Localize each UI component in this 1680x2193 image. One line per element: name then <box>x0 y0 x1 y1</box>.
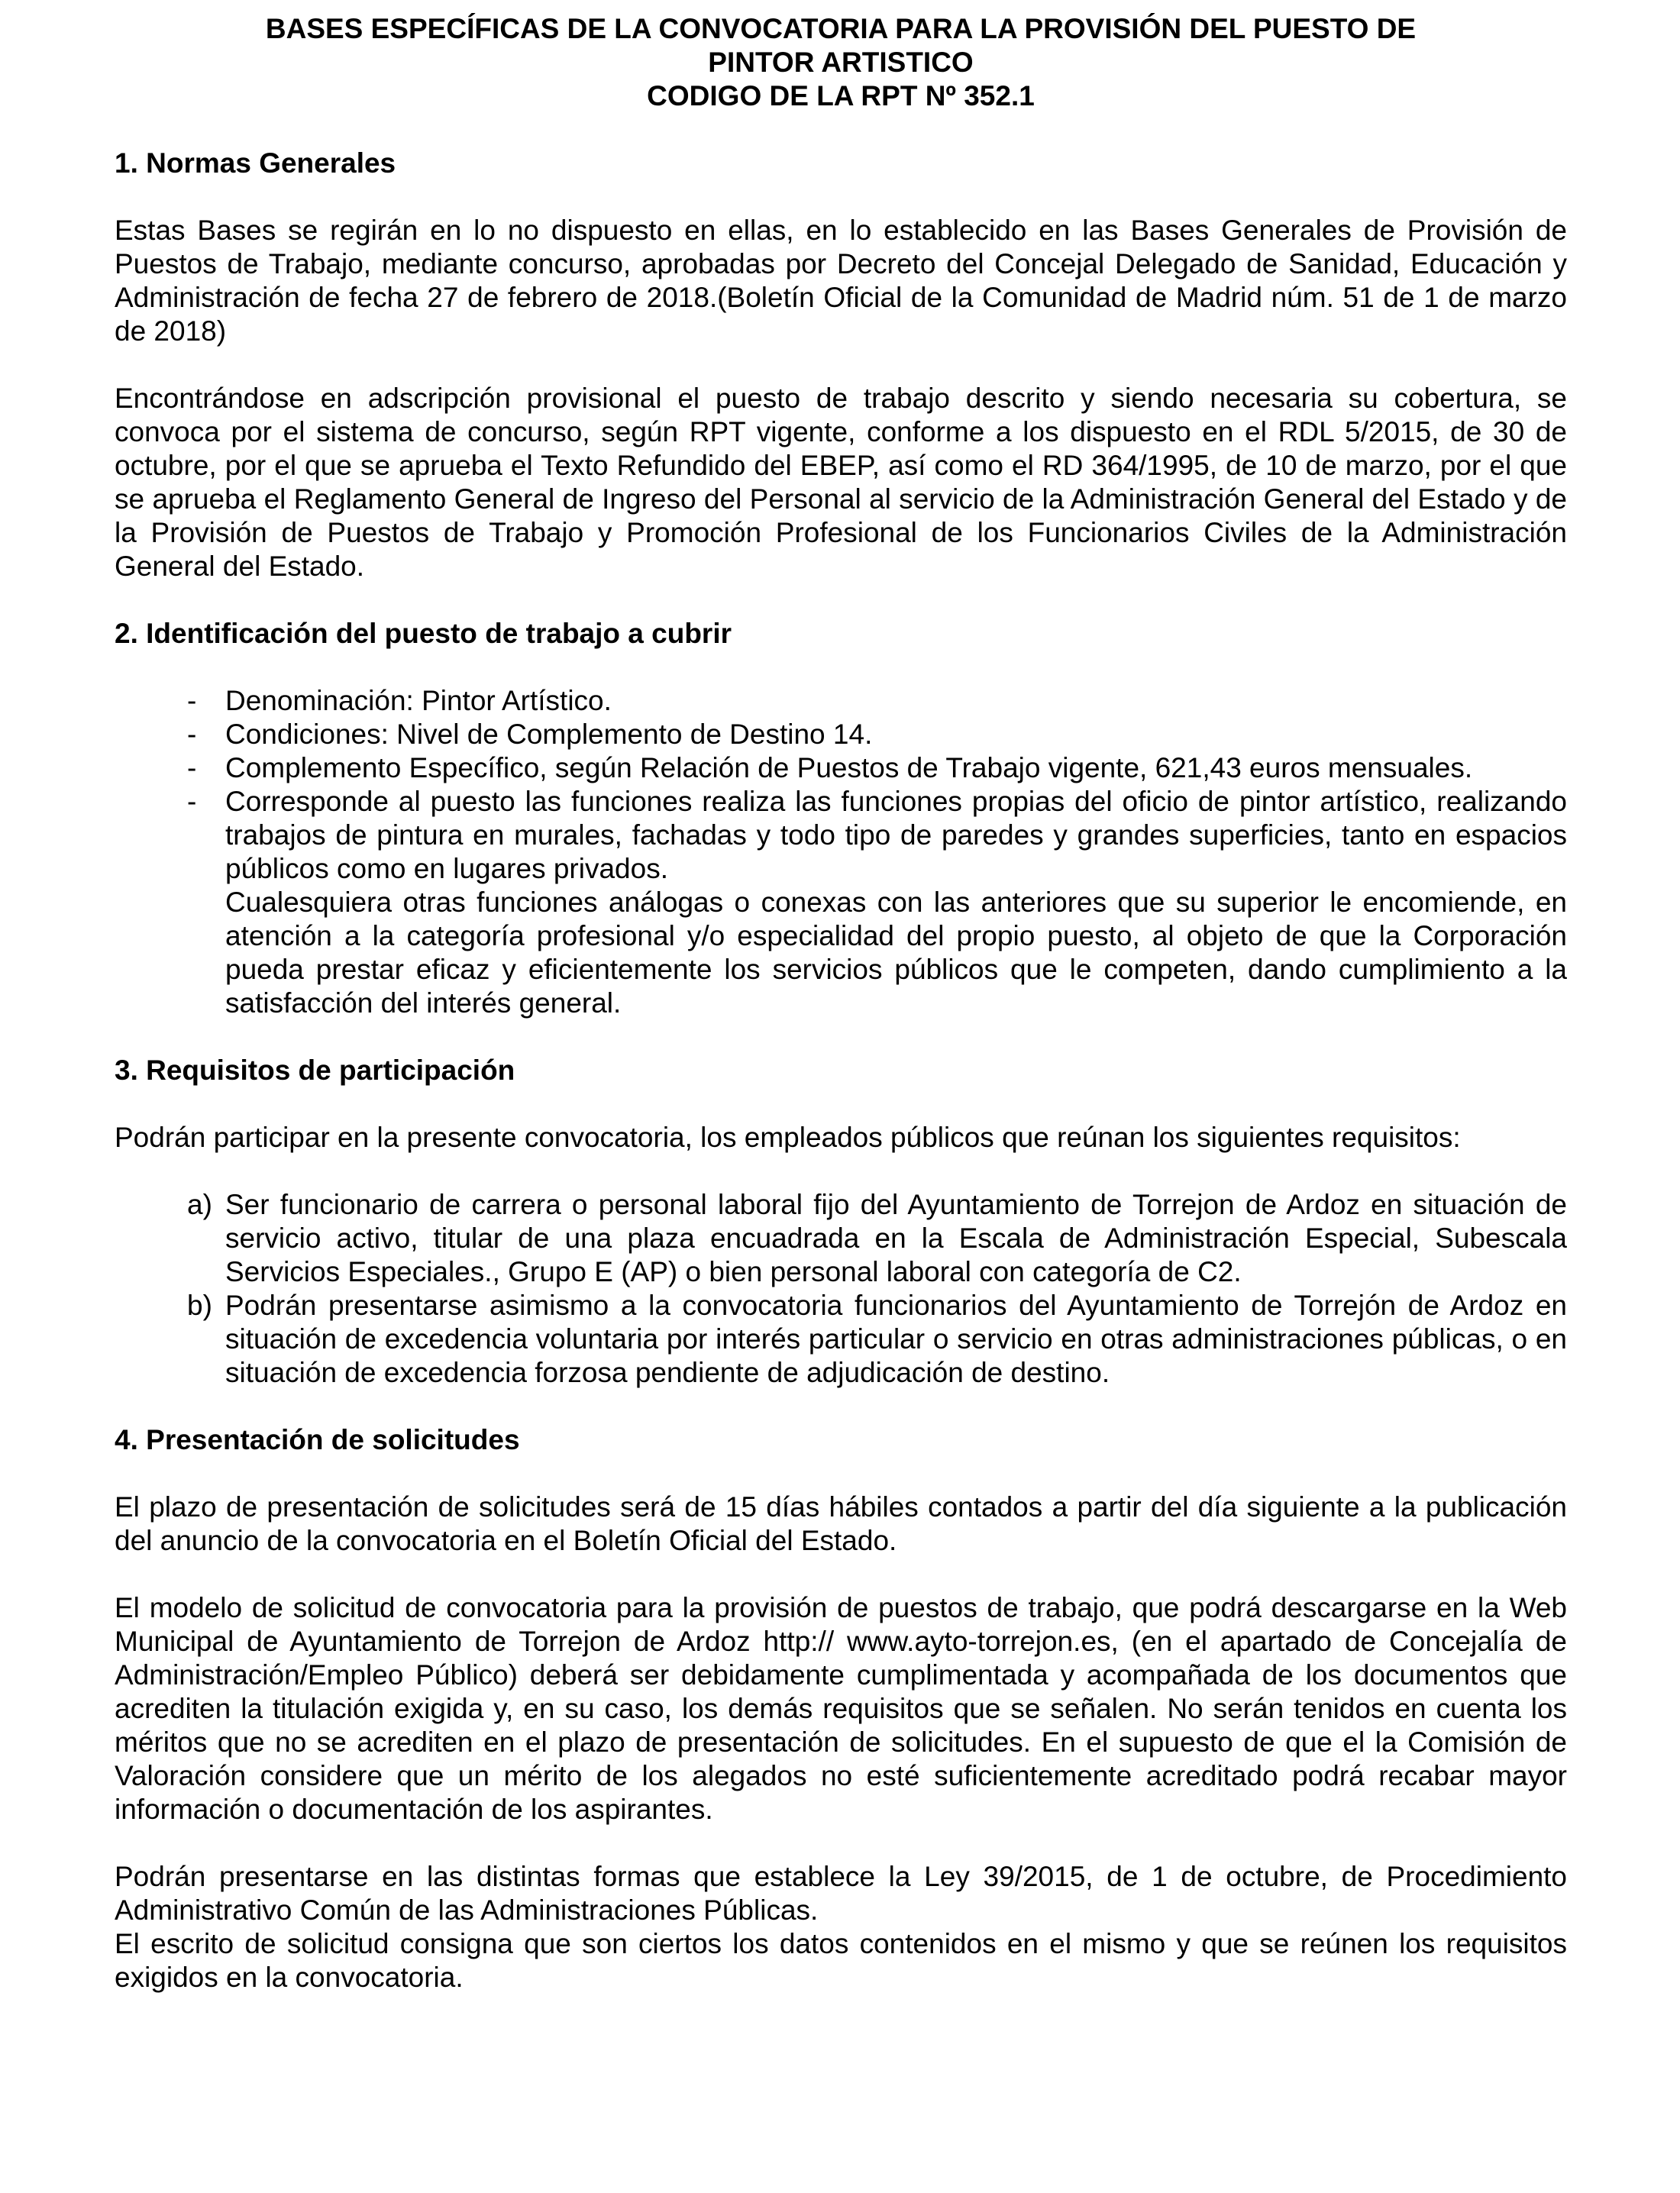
section-2-heading: 2. Identificación del puesto de trabajo a cubrir <box>115 618 732 649</box>
list-marker: - <box>187 719 197 750</box>
list-item-text: Podrán presentarse asimismo a la convocatoria funcionarios del Ayuntamiento de Torrejón de Ardoz en situación de excedencia voluntaria por interés particular o servicio en otras administraciones públicas, o en situación de excedencia forzosa pendiente de adjudicación de destino. <box>225 1290 1567 1388</box>
list-item <box>187 1188 1567 1289</box>
paragraph: Podrán presentarse en las distintas formas que establece la Ley 39/2015, de 1 de octubre, de Procedimiento Administrativo Común de las Administraciones Públicas. <box>115 1861 1567 1926</box>
dash-list <box>115 684 1567 1020</box>
document-title-line-1: BASES ESPECÍFICAS DE LA CONVOCATORIA PARA LA PROVISIÓN DEL PUESTO DE <box>265 13 1417 44</box>
list-item <box>187 718 1567 751</box>
list-item-text: Ser funcionario de carrera o personal laboral fijo del Ayuntamiento de Torrejon de Ardoz en situación de servicio activo, titular de una plaza encuadrada en la Escala de Administración Especial, Subescala Servicios Especiales., Grupo E (AP) o bien personal laboral con categoría de C2. <box>225 1189 1567 1287</box>
section-4-heading: 4. Presentación de solicitudes <box>115 1424 520 1455</box>
section-identificacion-puesto <box>115 617 1567 1020</box>
list-item <box>187 785 1567 886</box>
list-item-text: Complemento Específico, según Relación de Puestos de Trabajo vigente, 621,43 euros mensuales. <box>225 752 1473 783</box>
section-normas-generales <box>115 147 1567 583</box>
list-item <box>187 684 1567 718</box>
list-marker: - <box>187 685 197 716</box>
document-title <box>115 12 1567 113</box>
section-3-heading: 3. Requisitos de participación <box>115 1055 515 1086</box>
section-1-heading: 1. Normas Generales <box>115 147 396 179</box>
paragraph: Estas Bases se regirán en lo no dispuesto en ellas, en lo establecido en las Bases Generales de Provisión de Puestos de Trabajo, mediante concurso, aprobadas por Decreto del Concejal Delegado de Sanidad, Educación y Administración de fecha 27 de febrero de 2018.(Boletín Oficial de la Comunidad de Madrid núm. 51 de 1 de marzo de 2018) <box>115 215 1567 347</box>
section-presentacion-solicitudes <box>115 1423 1567 1994</box>
list-marker: - <box>187 786 197 817</box>
list-item-text: Condiciones: Nivel de Complemento de Destino 14. <box>225 719 873 750</box>
list-marker: a) <box>187 1189 212 1220</box>
list-item <box>187 751 1567 785</box>
paragraph: El plazo de presentación de solicitudes será de 15 días hábiles contados a partir del día siguiente a la publicación del anuncio de la convocatoria en el Boletín Oficial del Estado. <box>115 1491 1567 1556</box>
list-continuation-paragraph: Cualesquiera otras funciones análogas o conexas con las anteriores que su superior le encomiende, en atención a la categoría profesional y/o especialidad del propio puesto, al objeto de que la Corporación pueda prestar eficaz y eficientemente los servicios públicos que le competen, dando cumplimiento a la satisfacción del interés general. <box>225 887 1567 1019</box>
list-marker: - <box>187 752 197 783</box>
list-item <box>187 1289 1567 1390</box>
paragraph: El escrito de solicitud consigna que son ciertos los datos contenidos en el mismo y que se reúnen los requisitos exigidos en la convocatoria. <box>115 1928 1567 1993</box>
document-title-line-3: CODIGO DE LA RPT Nº 352.1 <box>647 80 1035 111</box>
list-marker: b) <box>187 1290 212 1321</box>
paragraph: Encontrándose en adscripción provisional el puesto de trabajo descrito y siendo necesaria su cobertura, se convoca por el sistema de concurso, según RPT vigente, conforme a los dispuesto en el RDL 5/2015, de 30 de octubre, por el que se aprueba el Texto Refundido del EBEP, así como el RD 364/1995, de 10 de marzo, por el que se aprueba el Reglamento General de Ingreso del Personal al servicio de la Administración General del Estado y de la Provisión de Puestos de Trabajo y Promoción Profesional de los Funcionarios Civiles de la Administración General del Estado. <box>115 383 1567 582</box>
paragraph: El modelo de solicitud de convocatoria para la provisión de puestos de trabajo, que podrá descargarse en la Web Municipal de Ayuntamiento de Torrejon de Ardoz http:// www.ayto-torrejon.es, (en el apartado de Concejalía de Administración/Empleo Público) deberá ser debidamente cumplimentada y acompañada de los documentos que acrediten la titulación exigida y, en su caso, los demás requisitos que se señalen. No serán tenidos en cuenta los méritos que no se acrediten en el plazo de presentación de solicitudes. En el supuesto de que el la Comisión de Valoración considere que un mérito de los alegados no esté suficientemente acreditado podrá recabar mayor información o documentación de los aspirantes. <box>115 1592 1567 1825</box>
list-item-text: Denominación: Pintor Artístico. <box>225 685 612 716</box>
list-item-text: Corresponde al puesto las funciones realiza las funciones propias del oficio de pintor artístico, realizando trabajos de pintura en murales, fachadas y todo tipo de paredes y grandes superficies, tanto en espacios públicos como en lugares privados. <box>225 786 1567 884</box>
paragraph: Podrán participar en la presente convocatoria, los empleados públicos que reúnan los siguientes requisitos: <box>115 1122 1461 1153</box>
section-requisitos-participacion <box>115 1054 1567 1390</box>
lettered-list <box>115 1188 1567 1390</box>
document-title-line-2: PINTOR ARTISTICO <box>708 47 974 78</box>
